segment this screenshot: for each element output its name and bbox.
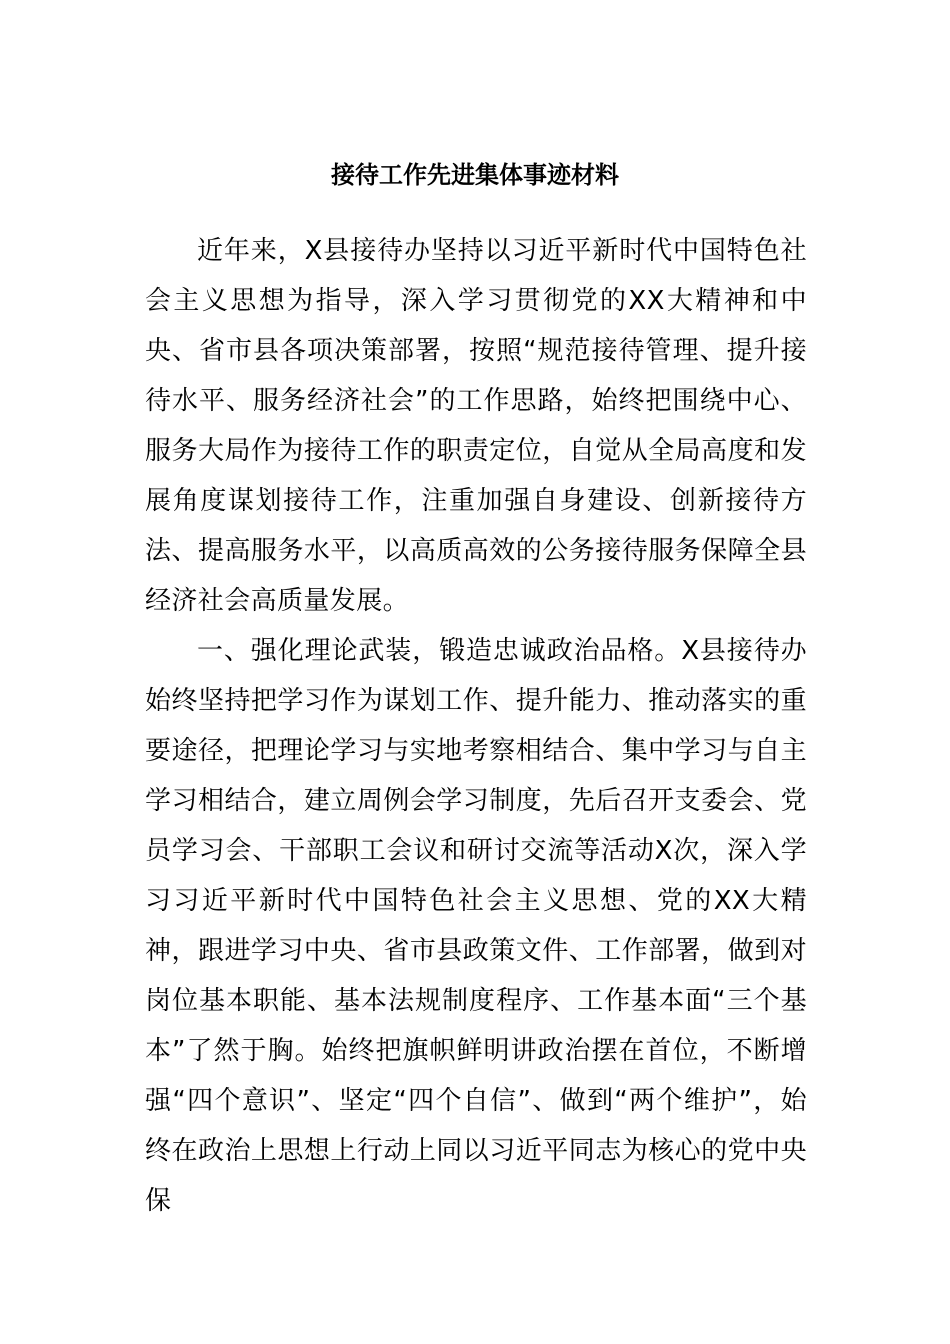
- document-title: 接待工作先进集体事迹材料: [331, 161, 619, 189]
- document-body: [145, 226, 807, 1226]
- paragraph-intro: 近年来，X县接待办坚持以习近平新时代中国特色社会主义思想为指导，深入学习贯彻党的XX大精神和中央、省市县各项决策部署，按照“规范接待管理、提升接待水平、服务经济社会”的工作思路，始终把围绕中心、服务大局作为接待工作的职责定位，自觉从全局高度和发展角度谋划接待工作，注重加强自身建设、创新接待方法、提高服务水平，以高质高效的公务接待服务保障全县经济社会高质量发展。: [145, 236, 807, 616]
- paragraph-section-one: 一、强化理论武装，锻造忠诚政治品格。X县接待办始终坚持把学习作为谋划工作、提升能力、推动落实的重要途径，把理论学习与实地考察相结合、集中学习与自主学习相结合，建立周例会学习制度，先后召开支委会、党员学习会、干部职工会议和研讨交流等活动X次，深入学习习近平新时代中国特色社会主义思想、党的XX大精神，跟进学习中央、省市县政策文件、工作部署，做到对岗位基本职能、基本法规制度程序、工作基本面“三个基本”了然于胸。始终把旗帜鲜明讲政治摆在首位，不断增强“四个意识”、坚定“四个自信”、做到“两个维护”，始终在政治上思想上行动上同以习近平同志为核心的党中央保: [145, 636, 807, 1216]
